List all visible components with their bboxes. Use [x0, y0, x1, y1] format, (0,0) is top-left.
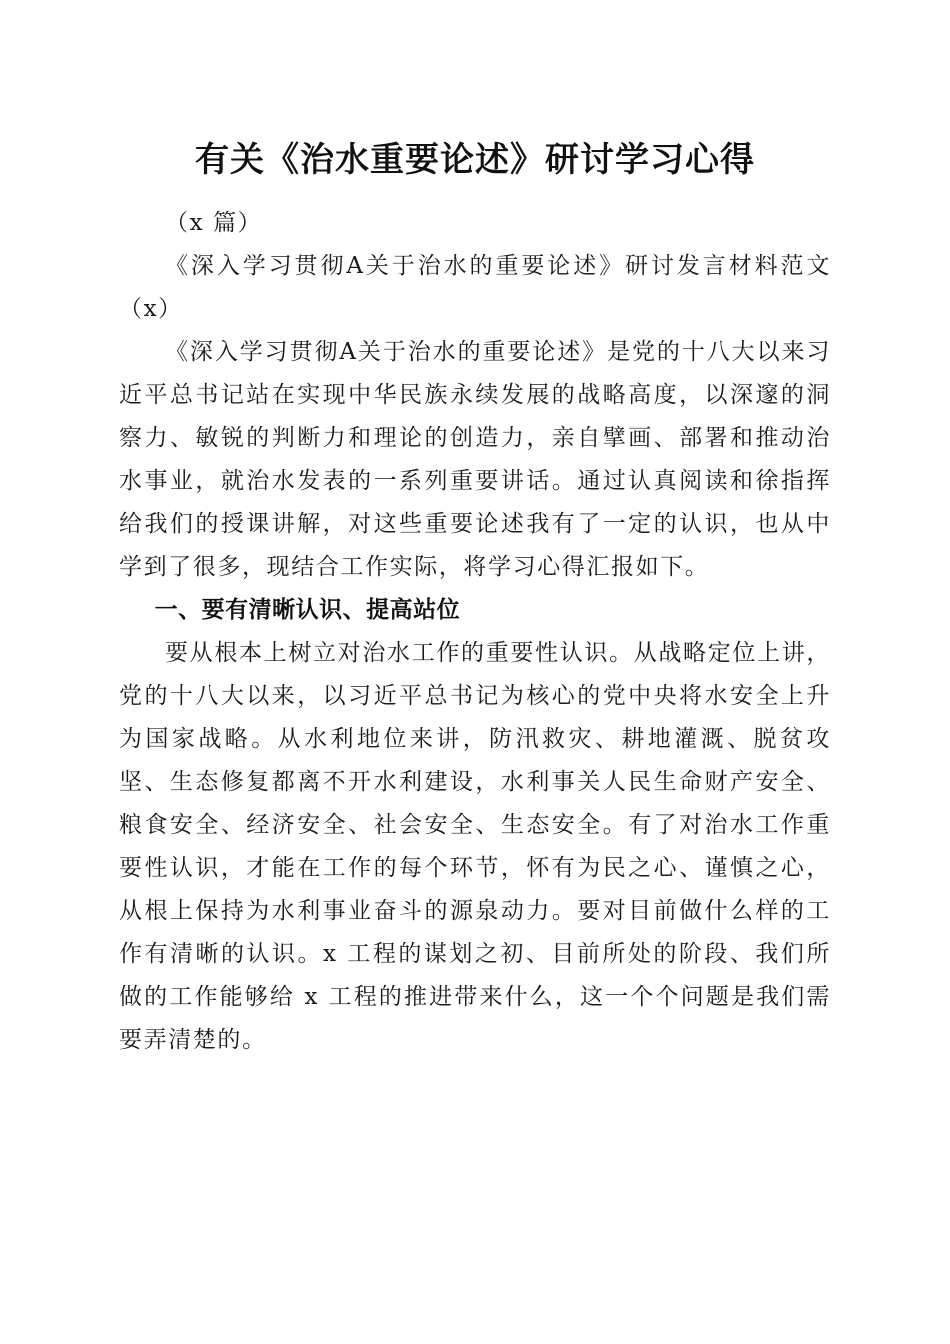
document-title: 有关《治水重要论述》研讨学习心得 [195, 140, 755, 180]
document-body [119, 202, 831, 1062]
subtitle-paragraph: （x 篇） [165, 210, 263, 236]
intro-paragraph: 《深入学习贯彻A关于治水的重要论述》是党的十八大以来习近平总书记站在实现中华民族永续发展的战略高度，以深邃的洞察力、敏锐的判断力和理论的创造力，亲自擘画、部署和推动治水事业，就治水发表的一系列重要讲话。通过认真阅读和徐指挥给我们的授课讲解，对这些重要论述我有了一定的认识，也从中学到了很多，现结合工作实际，将学习心得汇报如下。 [119, 339, 831, 580]
material-title-paragraph: 《深入学习贯彻A关于治水的重要论述》研讨发言材料范文（x） [119, 253, 831, 322]
section-heading: 一、要有清晰认识、提高站位 [154, 597, 461, 623]
section-paragraph: 要从根本上树立对治水工作的重要性认识。从战略定位上讲，党的十八大以来，以习近平总书记为核心的党中央将水安全上升为国家战略。从水利地位来讲，防汛救灾、耕地灌溉、脱贫攻坚、生态修复都离不开水利建设，水利事关人民生命财产安全、粮食安全、经济安全、社会安全、生态安全。有了对治水工作重要性认识，才能在工作的每个环节，怀有为民之心、谨慎之心，从根上保持为水利事业奋斗的源泉动力。要对目前做什么样的工作有清晰的认识。x 工程的谋划之初、目前所处的阶段、我们所做的工作能够给 x 工程的推进带来什么，这一个个问题是我们需要弄清楚的。 [119, 640, 831, 1053]
